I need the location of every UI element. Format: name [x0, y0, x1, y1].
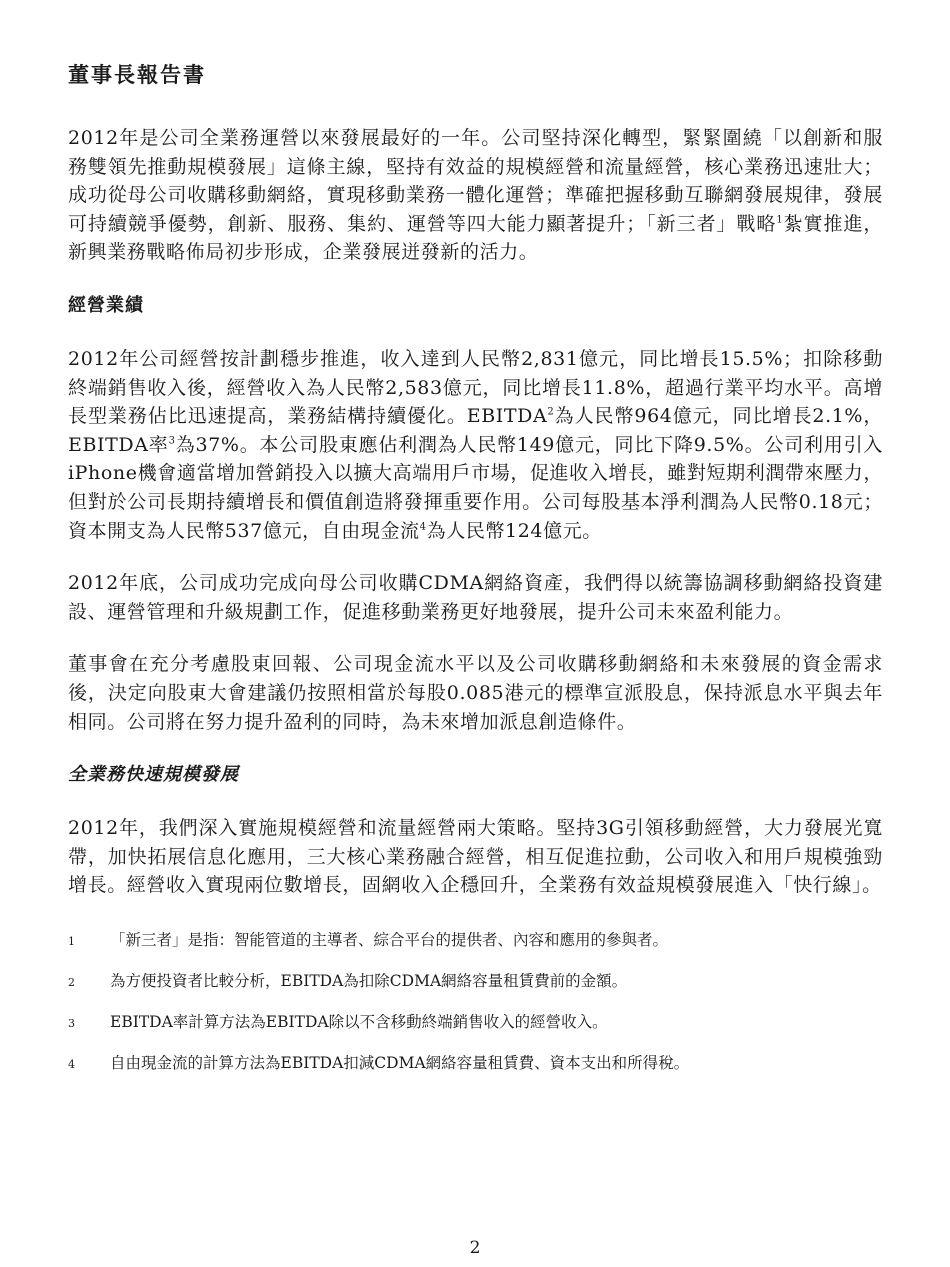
footnote-item: [68, 1051, 883, 1077]
intro-text-after: 紮實推進，新興業務戰略佈局初步形成，企業發展迸發新的活力。: [68, 212, 883, 264]
footnote-item: [68, 928, 883, 954]
section-heading-full-service: 全業務快速規模發展: [68, 764, 239, 786]
footnote-text: 「新三者」是指：智能管道的主導者、綜合平台的提供者、內容和應用的參與者。: [110, 930, 669, 949]
footnote-ref-4: 4: [419, 521, 427, 533]
footnote-text: 為方便投資者比較分析，EBITDA為扣除CDMA網絡容量租賃費前的金額。: [110, 971, 628, 990]
intro-paragraph: [68, 124, 883, 267]
operating-results-paragraph: [68, 345, 883, 545]
footnote-ref-2: 2: [547, 406, 555, 418]
dividend-paragraph: 董事會在充分考慮股東回報、公司現金流水平以及公司收購移動網絡和未來發展的資金需求後，決定向股東大會建議仍按照相當於每股0.085港元的標準宣派股息，保持派息水平與去年相同。公司將在努力提升盈利的同時，為未來增加派息創造條件。: [68, 653, 883, 733]
paragraph-text: 2012年公司經營按計劃穩步推進，收入達到人民幣2,831億元，同比增長15.5%；扣除移動終端銷售收入後，經營收入為人民幣2,583億元，同比增長11.8%，超過行業平均水平。高增長型業務佔比迅速提高，業務結構持續優化。EBITDA: [68, 347, 883, 428]
cdma-acquisition-paragraph: 2012年底，公司成功完成向母公司收購CDMA網絡資產，我們得以統籌協調移動網絡投資建設、運營管理和升級規劃工作，促進移動業務更好地發展，提升公司未來盈利能力。: [68, 572, 883, 623]
page-number: 2: [469, 1238, 481, 1258]
footnotes: [68, 928, 883, 1077]
footnote-item: [68, 1010, 883, 1036]
intro-text: 2012年是公司全業務運營以來發展最好的一年。公司堅持深化轉型，緊緊圍繞「以創新和服務雙領先推動規模發展」這條主線，堅持有效益的規模經營和流量經營，核心業務迅速壯大；成功從母公司收購移動網絡，實現移動業務一體化運營；準確把握移動互聯網發展規律，發展可持續競爭優勢，創新、服務、集約、運營等四大能力顯著提升；「新三者」戰略: [68, 127, 883, 235]
footnote-number: 3: [68, 1016, 75, 1030]
footnote-ref-1: 1: [776, 214, 784, 226]
section-heading-operating-results: 經營業績: [68, 294, 144, 316]
footnote-text: 自由現金流的計算方法為EBITDA扣減CDMA網絡容量租賃費、資本支出和所得稅。: [110, 1053, 690, 1072]
footnote-number: 1: [68, 934, 75, 948]
full-service-paragraph: 2012年，我們深入實施規模經營和流量經營兩大策略。堅持3G引領移動經營，大力發展光寬帶，加快拓展信息化應用，三大核心業務融合經營，相互促進拉動，公司收入和用戶規模強勁增長。經營收入實現兩位數增長，固網收入企穩回升，全業務有效益規模發展進入「快行線」。: [68, 817, 883, 897]
page-title: 董事長報告書: [68, 63, 206, 87]
report-page: [68, 60, 883, 1092]
footnote-number: 4: [68, 1057, 75, 1071]
paragraph-text: 為37%。本公司股東應佔利潤為人民幣149億元，同比下降9.5%。公司利用引入iPhone機會適當增加營銷投入以擴大高端用戶市場，促進收入增長，雖對短期利潤帶來壓力，但對於公司長期持續增長和價值創造將發揮重要作用。公司每股基本淨利潤為人民幣0.18元；資本開支為人民幣537億元，自由現金流: [68, 433, 883, 542]
paragraph-text: 為人民幣124億元。: [426, 519, 602, 542]
footnote-item: [68, 969, 883, 995]
footnote-ref-3: 3: [168, 435, 176, 447]
paragraph-text: 為人民幣964億元，同比增長2.1%，EBITDA率: [68, 405, 883, 456]
footnote-text: EBITDA率計算方法為EBITDA除以不含移動終端銷售收入的經營收入。: [110, 1012, 608, 1031]
footnote-number: 2: [68, 975, 75, 989]
